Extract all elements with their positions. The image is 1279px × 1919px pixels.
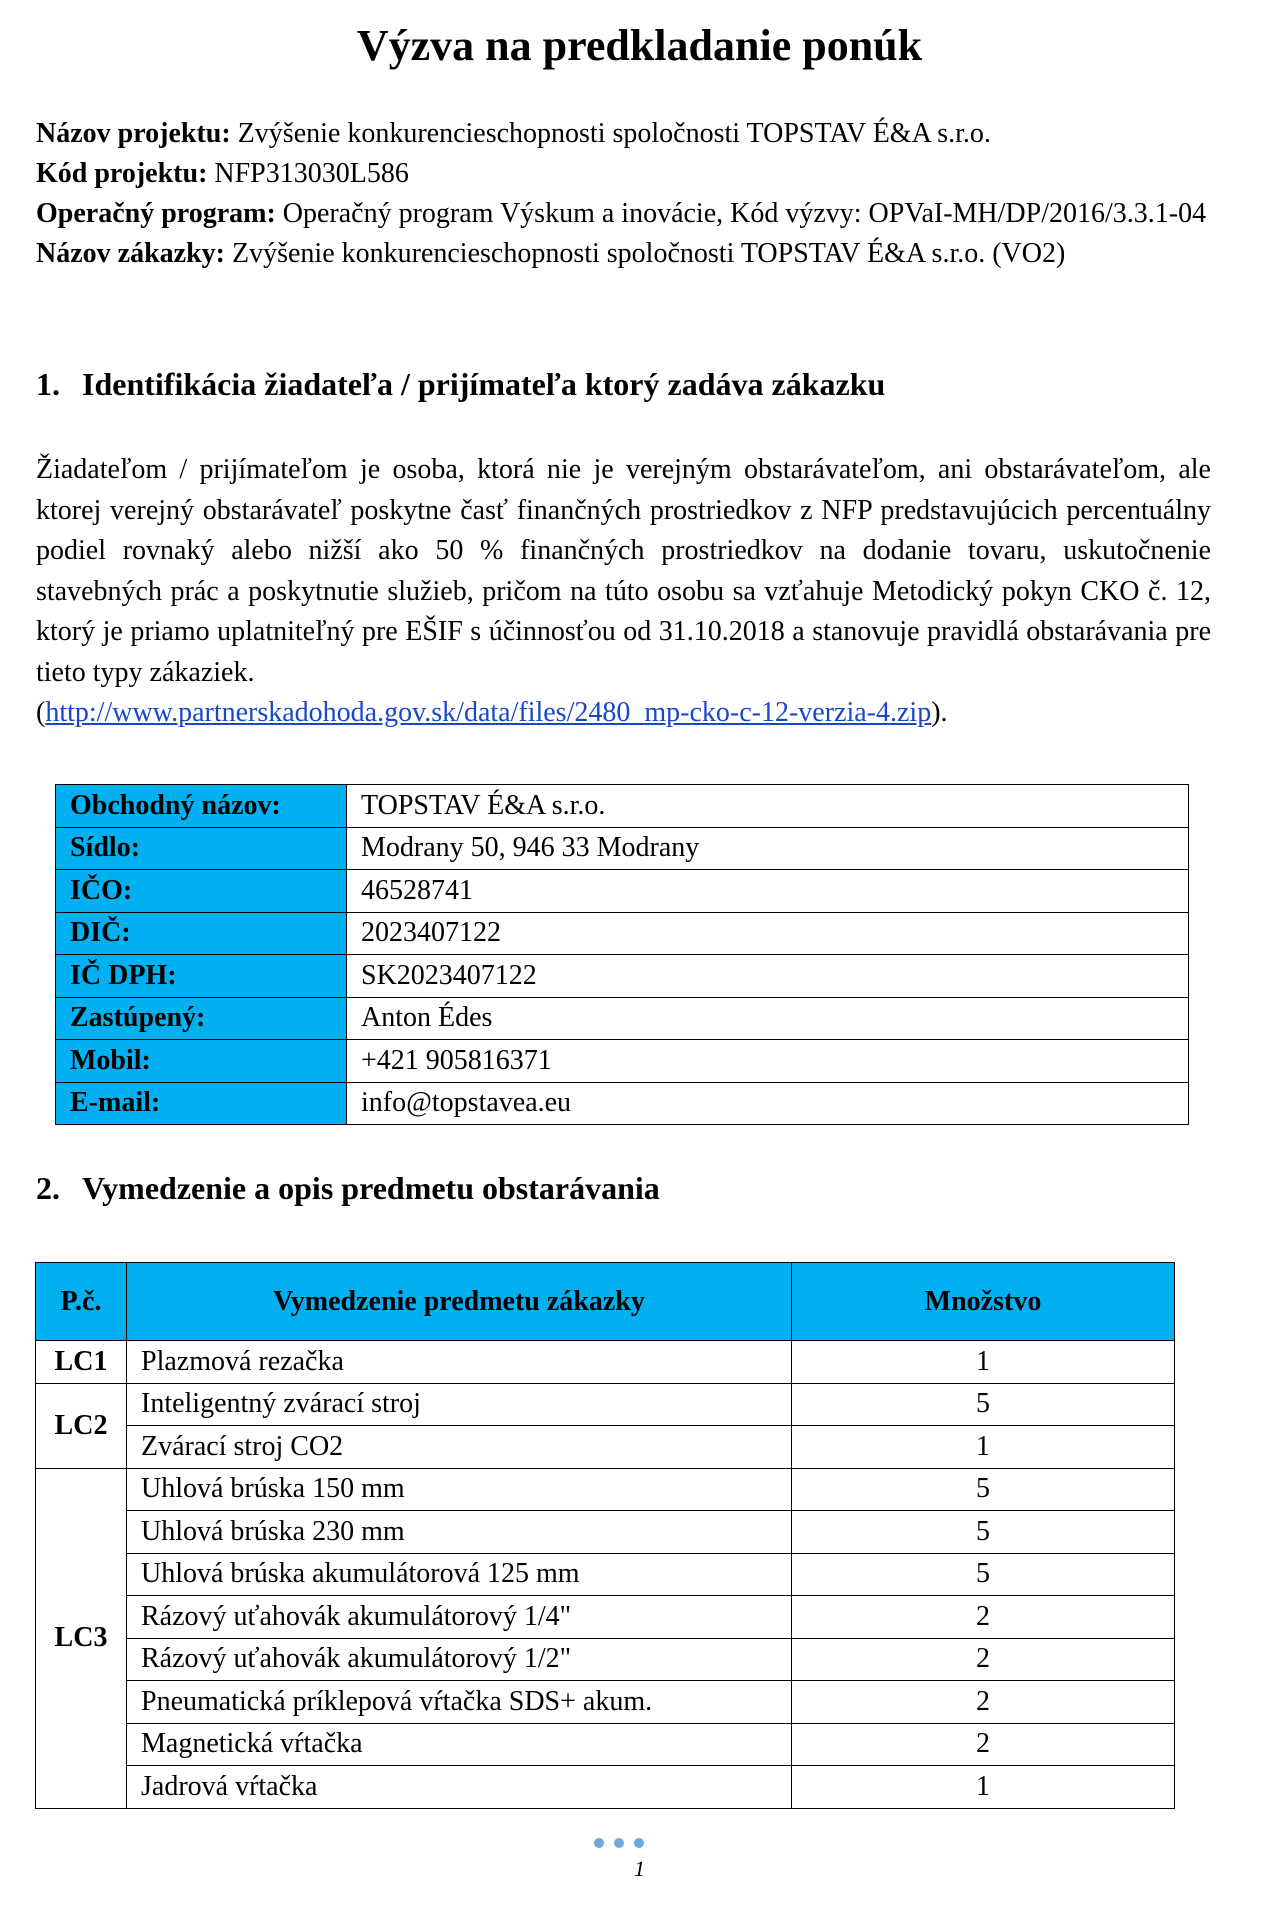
company-info-body bbox=[56, 785, 1189, 1125]
lot-code: LC2 bbox=[36, 1383, 127, 1468]
item-quantity: 2 bbox=[792, 1723, 1175, 1766]
footer-dots-icon bbox=[594, 1838, 644, 1848]
table-row bbox=[36, 1553, 1175, 1596]
project-code-line bbox=[36, 154, 1211, 194]
item-quantity: 5 bbox=[792, 1383, 1175, 1426]
company-info-table bbox=[55, 784, 1189, 1125]
order-name-value: Zvýšenie konkurencieschopnosti spoločnosti TOPSTAV É&A s.r.o. (VO2) bbox=[224, 238, 1066, 269]
table-row bbox=[36, 1341, 1175, 1384]
company-field-label: IČO: bbox=[56, 870, 347, 913]
item-quantity: 1 bbox=[792, 1341, 1175, 1384]
company-row bbox=[56, 997, 1189, 1040]
company-field-value: info@topstavea.eu bbox=[347, 1082, 1189, 1125]
item-description: Plazmová rezačka bbox=[127, 1341, 792, 1384]
company-row bbox=[56, 955, 1189, 998]
document-title: Výzva na predkladanie ponúk bbox=[356, 21, 923, 70]
company-row bbox=[56, 827, 1189, 870]
item-quantity: 1 bbox=[792, 1426, 1175, 1469]
item-description: Rázový uťahovák akumulátorový 1/2" bbox=[127, 1638, 792, 1681]
column-header-quantity: Množstvo bbox=[792, 1263, 1175, 1341]
program-label: Operačný program: bbox=[36, 198, 276, 229]
item-description: Pneumatická príklepová vŕtačka SDS+ akum. bbox=[127, 1681, 792, 1724]
item-description: Zvárací stroj CO2 bbox=[127, 1426, 792, 1469]
section-1-heading bbox=[36, 362, 885, 406]
table-row bbox=[36, 1723, 1175, 1766]
project-name-line bbox=[36, 114, 1211, 154]
lot-code: LC3 bbox=[36, 1468, 127, 1808]
items-table-body bbox=[36, 1341, 1175, 1809]
company-row bbox=[56, 870, 1189, 913]
company-field-value: 46528741 bbox=[347, 870, 1189, 913]
items-table bbox=[35, 1262, 1175, 1809]
items-table-header bbox=[36, 1263, 1175, 1341]
table-row bbox=[36, 1468, 1175, 1511]
section-2-title: Vymedzenie a opis predmetu obstarávania bbox=[82, 1170, 660, 1206]
item-description: Rázový uťahovák akumulátorový 1/4" bbox=[127, 1596, 792, 1639]
item-quantity: 1 bbox=[792, 1766, 1175, 1809]
table-row bbox=[36, 1426, 1175, 1469]
item-description: Uhlová brúska 230 mm bbox=[127, 1511, 792, 1554]
project-name-value: Zvýšenie konkurencieschopnosti spoločnosti TOPSTAV É&A s.r.o. bbox=[230, 118, 991, 149]
company-field-label: Obchodný názov: bbox=[56, 785, 347, 828]
company-row bbox=[56, 1040, 1189, 1083]
section-1-paragraph bbox=[36, 450, 1211, 734]
item-quantity: 5 bbox=[792, 1553, 1175, 1596]
project-name-label: Názov projektu: bbox=[36, 118, 231, 149]
company-field-label: DIČ: bbox=[56, 912, 347, 955]
item-quantity: 5 bbox=[792, 1511, 1175, 1554]
company-field-value: 2023407122 bbox=[347, 912, 1189, 955]
item-description: Uhlová brúska 150 mm bbox=[127, 1468, 792, 1511]
table-row bbox=[36, 1511, 1175, 1554]
company-row bbox=[56, 1082, 1189, 1125]
column-header-number: P.č. bbox=[36, 1263, 127, 1341]
item-quantity: 2 bbox=[792, 1638, 1175, 1681]
section-1-number: 1. bbox=[36, 366, 60, 402]
section-2-heading bbox=[36, 1166, 660, 1210]
company-field-value: SK2023407122 bbox=[347, 955, 1189, 998]
section-2-number: 2. bbox=[36, 1170, 60, 1206]
link-open-paren: ( bbox=[36, 697, 46, 728]
company-field-value: +421 905816371 bbox=[347, 1040, 1189, 1083]
table-row bbox=[36, 1638, 1175, 1681]
project-code-value: NFP313030L586 bbox=[207, 158, 409, 189]
company-field-label: Sídlo: bbox=[56, 827, 347, 870]
item-description: Magnetická vŕtačka bbox=[127, 1723, 792, 1766]
project-code-label: Kód projektu: bbox=[36, 158, 208, 189]
company-field-value: TOPSTAV É&A s.r.o. bbox=[347, 785, 1189, 828]
table-row bbox=[36, 1596, 1175, 1639]
item-quantity: 2 bbox=[792, 1596, 1175, 1639]
company-field-label: E-mail: bbox=[56, 1082, 347, 1125]
order-name-line bbox=[36, 234, 1211, 274]
company-field-value: Modrany 50, 946 33 Modrany bbox=[347, 827, 1189, 870]
link-close-paren: ). bbox=[931, 697, 948, 728]
company-field-label: Mobil: bbox=[56, 1040, 347, 1083]
item-description: Uhlová brúska akumulátorová 125 mm bbox=[127, 1553, 792, 1596]
section-1-text: Žiadateľom / prijímateľom je osoba, ktorá nie je verejným obstarávateľom, ani obstarávateľom, ale ktorej verejný obstarávateľ poskytne časť finančných prostriedkov z NFP predstavujúcich percentuálny podiel rovnaký alebo nižší ako 50 % finančných prostriedkov na dodanie tovaru, uskutočnenie stavebných prác a poskytnutie služieb, pričom na túto osobu sa vzťahuje Metodický pokyn CKO č. 12, ktorý je priamo uplatniteľný pre EŠIF s účinnosťou od 31.10.2018 a stanovuje pravidlá obstarávania pre tieto typy zákaziek. bbox=[36, 454, 1211, 688]
project-metadata bbox=[36, 114, 1211, 274]
item-description: Inteligentný zvárací stroj bbox=[127, 1383, 792, 1426]
item-quantity: 2 bbox=[792, 1681, 1175, 1724]
order-name-label: Názov zákazky: bbox=[36, 238, 225, 269]
table-row bbox=[36, 1766, 1175, 1809]
lot-code: LC1 bbox=[36, 1341, 127, 1384]
item-description: Jadrová vŕtačka bbox=[127, 1766, 792, 1809]
company-field-label: IČ DPH: bbox=[56, 955, 347, 998]
methodology-link[interactable]: http://www.partnerskadohoda.gov.sk/data/files/2480_mp-cko-c-12-verzia-4.zip bbox=[45, 697, 932, 728]
program-value: Operačný program Výskum a inovácie, Kód výzvy: OPVaI-MH/DP/2016/3.3.1-04 bbox=[275, 198, 1207, 229]
table-row bbox=[36, 1681, 1175, 1724]
company-field-value: Anton Édes bbox=[347, 997, 1189, 1040]
company-row bbox=[56, 912, 1189, 955]
table-row bbox=[36, 1383, 1175, 1426]
page-number: 1 bbox=[634, 1856, 645, 1881]
item-quantity: 5 bbox=[792, 1468, 1175, 1511]
section-1-title: Identifikácia žiadateľa / prijímateľa ktorý zadáva zákazku bbox=[82, 366, 886, 402]
company-field-label: Zastúpený: bbox=[56, 997, 347, 1040]
program-line bbox=[36, 194, 1211, 234]
company-row bbox=[56, 785, 1189, 828]
column-header-description: Vymedzenie predmetu zákazky bbox=[127, 1263, 792, 1341]
